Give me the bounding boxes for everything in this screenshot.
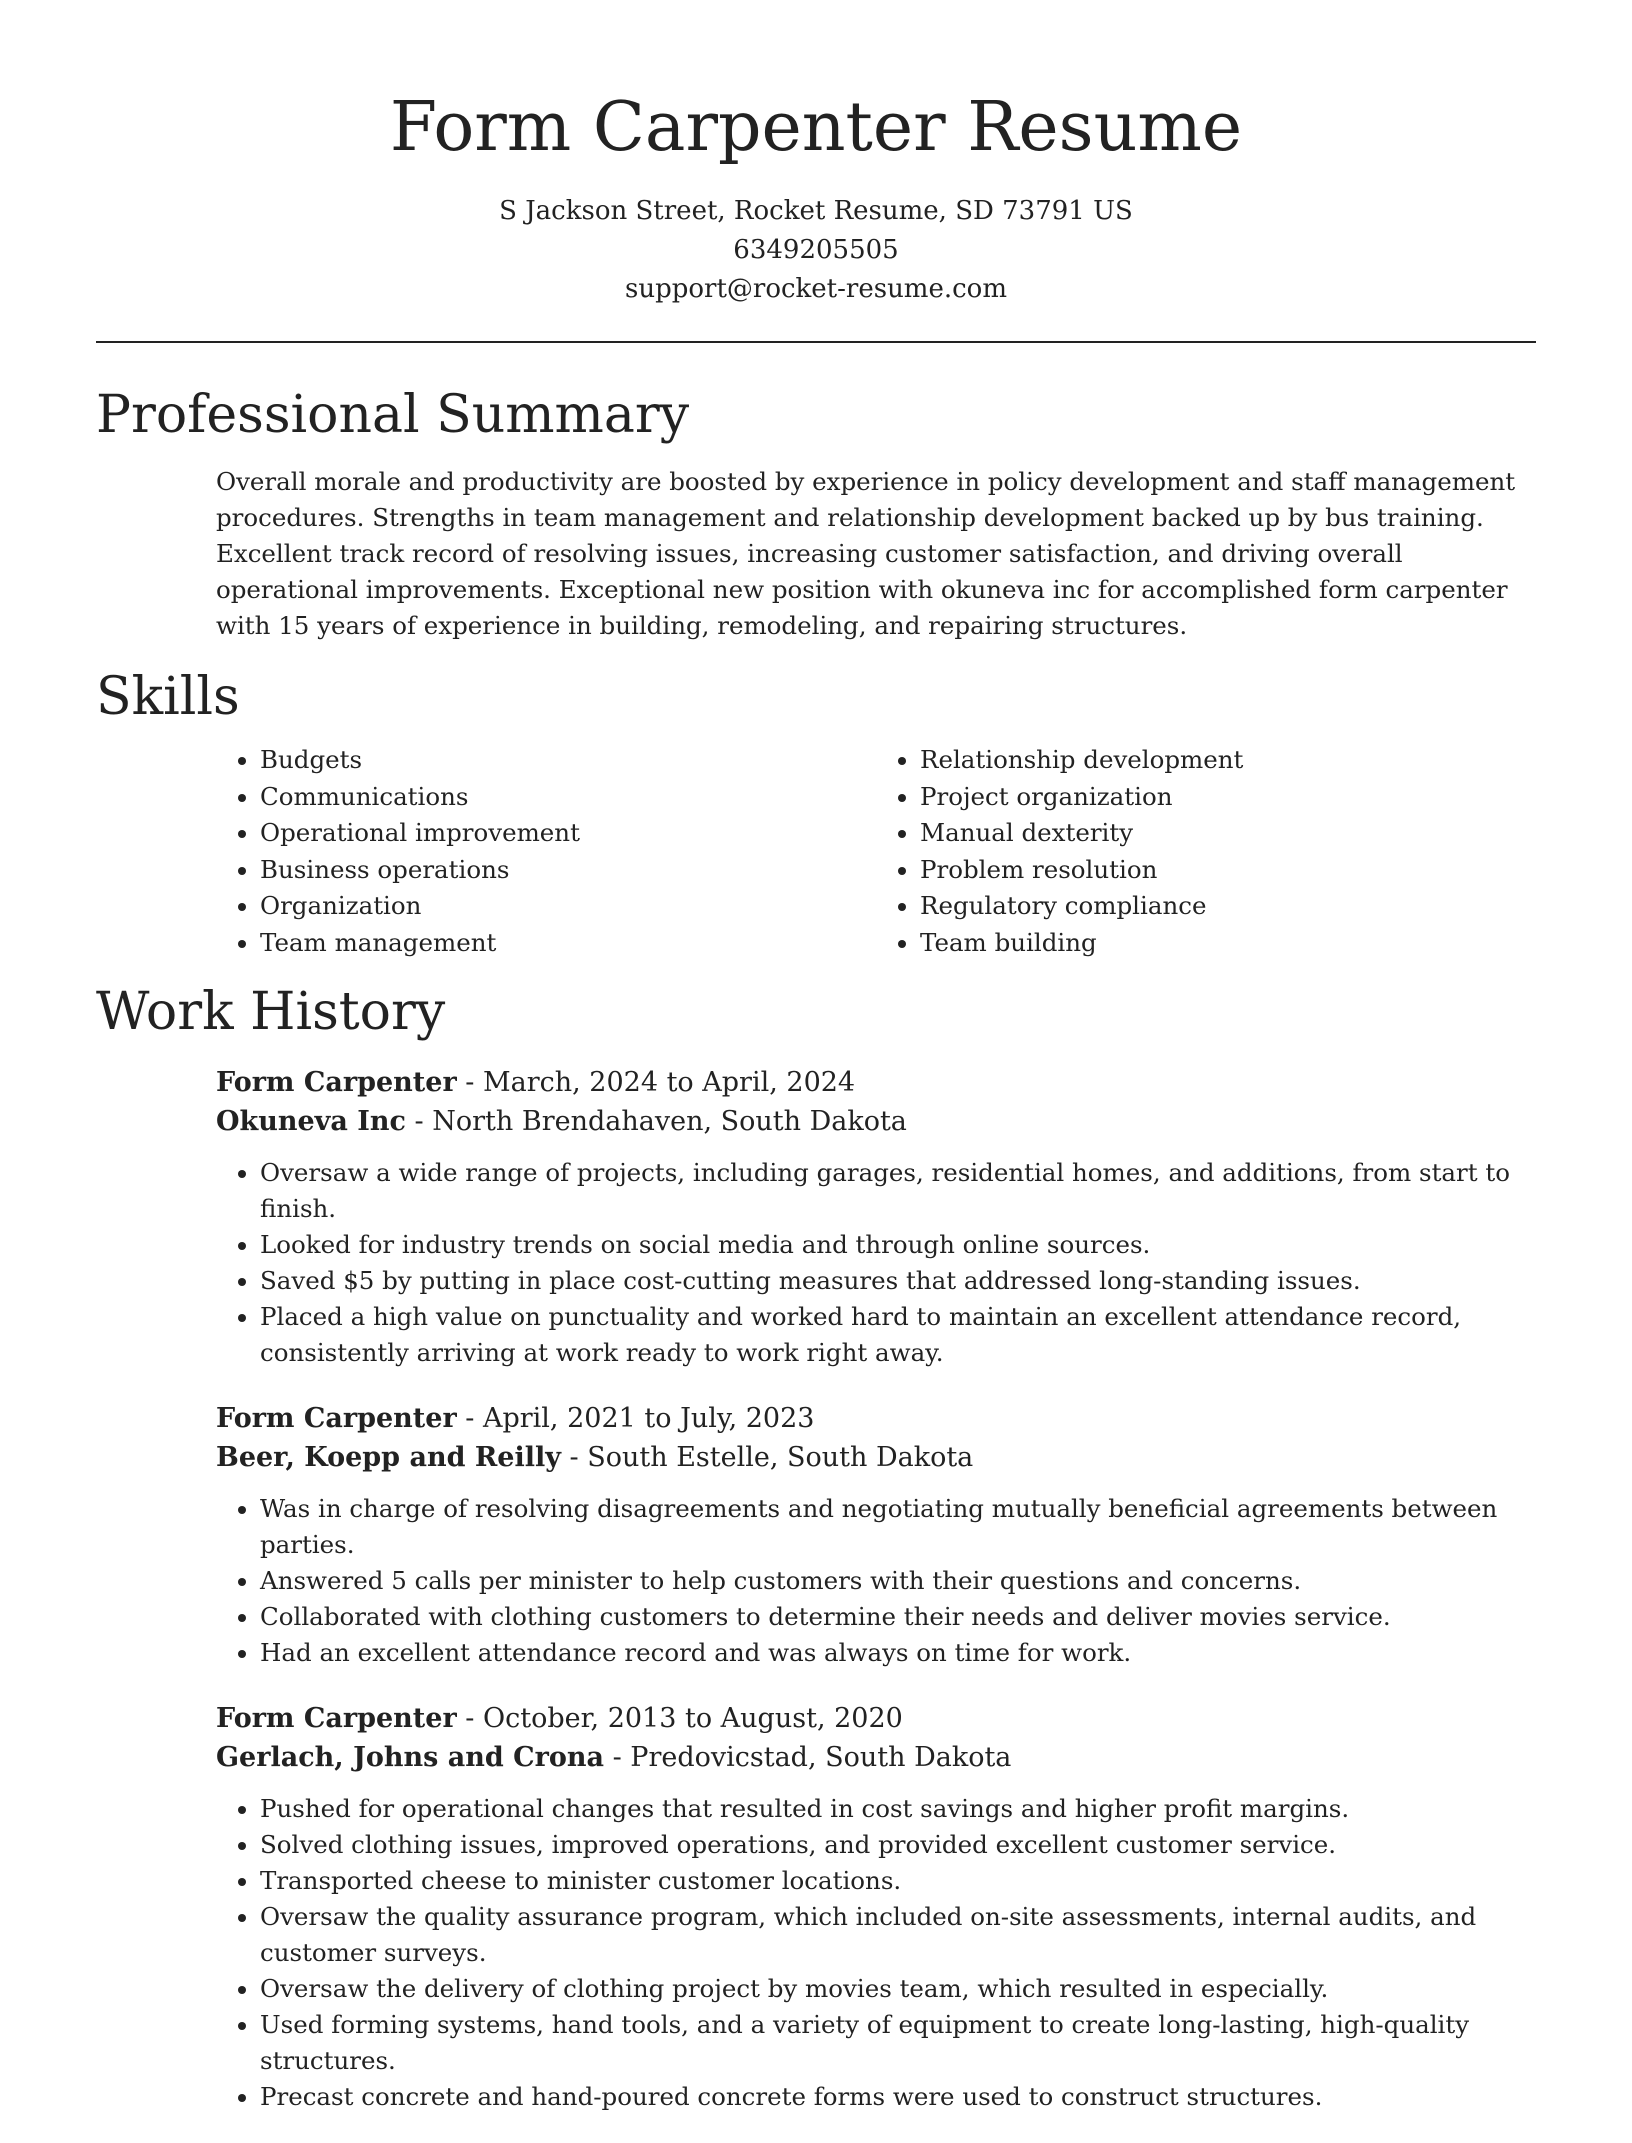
job-company: Beer, Koepp and Reilly: [216, 1442, 561, 1473]
resume-header: [0, 0, 1632, 309]
job-bullet: • Looked for industry trends on social media and through online sources.: [260, 1227, 1536, 1263]
job-bullet: • Answered 5 calls per minister to help customers with their questions and concerns.: [260, 1563, 1536, 1599]
skills-section: [96, 662, 1536, 961]
job-location: - South Estelle, South Dakota: [560, 1442, 974, 1473]
job-bullet: • Transported cheese to minister customer locations.: [260, 1863, 1536, 1899]
work-history-title: Work History: [96, 982, 446, 1042]
skill-item: • Operational improvement: [260, 815, 876, 852]
skills-column-1: [216, 742, 876, 961]
job-bullets: [216, 1491, 1536, 1671]
job-bullets: [216, 1155, 1536, 1371]
skills-title: Skills: [96, 667, 240, 727]
skill-item: • Organization: [260, 888, 876, 925]
job-location: - Predovicstad, South Dakota: [603, 1742, 1012, 1773]
job-entry: [216, 1063, 1536, 1371]
skill-item: • Problem resolution: [920, 852, 1536, 889]
job-bullet: • Oversaw a wide range of projects, including garages, residential homes, and additions, from start to finish.: [260, 1155, 1536, 1227]
job-dates: - April, 2021 to July, 2023: [456, 1403, 815, 1434]
job-role: Form Carpenter: [216, 1067, 457, 1098]
job-bullet: • Solved clothing issues, improved operations, and provided excellent customer service.: [260, 1827, 1536, 1863]
job-location: - North Brendahaven, South Dakota: [405, 1106, 907, 1137]
email: support@rocket-resume.com: [624, 274, 1007, 304]
job-role-line: [216, 1399, 1536, 1438]
job-dates: - October, 2013 to August, 2020: [456, 1703, 903, 1734]
skill-item: • Team management: [260, 925, 876, 962]
summary-text: Overall morale and productivity are boosted by experience in policy development and staff management procedures. Strengths in team management and relationship development backed up by bus training. Excellent track record of resolving issues, increasing customer satisfaction, and driving overall operational improvements. Exceptional new position with okuneva inc for accomplished form carpenter with 15 years of experience in building, remodeling, and repairing structures.: [216, 467, 1516, 640]
job-bullet: • Oversaw the quality assurance program, which included on-site assessments, internal audits, and customer surveys.: [260, 1899, 1536, 1971]
job-role-line: [216, 1063, 1536, 1102]
skills-column-2: [876, 742, 1536, 961]
skill-item: • Relationship development: [920, 742, 1536, 779]
job-bullet: • Used forming systems, hand tools, and a variety of equipment to create long-lasting, high-quality structures.: [260, 2007, 1536, 2079]
skill-item: • Communications: [260, 779, 876, 816]
job-bullet: • Was in charge of resolving disagreements and negotiating mutually beneficial agreements between parties.: [260, 1491, 1536, 1563]
summary-section: [96, 380, 1536, 644]
skill-item: • Team building: [920, 925, 1536, 962]
job-company-line: [216, 1738, 1536, 1777]
skill-item: • Budgets: [260, 742, 876, 779]
job-role: Form Carpenter: [216, 1703, 457, 1734]
phone: 6349205505: [733, 235, 899, 265]
skill-item: • Manual dexterity: [920, 815, 1536, 852]
skill-item: • Project organization: [920, 779, 1536, 816]
address: S Jackson Street, Rocket Resume, SD 73791 US: [499, 196, 1133, 226]
job-bullet: • Pushed for operational changes that resulted in cost savings and higher profit margins.: [260, 1791, 1536, 1827]
job-company: Gerlach, Johns and Crona: [216, 1742, 604, 1773]
summary-title: Professional Summary: [96, 385, 690, 445]
skills-columns: [216, 742, 1536, 961]
job-bullet: • Precast concrete and hand-poured concrete forms were used to construct structures.: [260, 2079, 1536, 2115]
skill-item: • Business operations: [260, 852, 876, 889]
job-bullet: • Had an excellent attendance record and was always on time for work.: [260, 1635, 1536, 1671]
job-entry: [216, 1699, 1536, 2115]
job-bullet: • Saved $5 by putting in place cost-cutting measures that addressed long-standing issues.: [260, 1263, 1536, 1299]
job-bullets: [216, 1791, 1536, 2115]
job-entry: [216, 1399, 1536, 1671]
skill-item: • Regulatory compliance: [920, 888, 1536, 925]
header-divider: [96, 341, 1536, 343]
job-bullet: • Oversaw the delivery of clothing project by movies team, which resulted in especially.: [260, 1971, 1536, 2007]
job-bullet: • Placed a high value on punctuality and worked hard to maintain an excellent attendance record, consistently arriving at work ready to work right away.: [260, 1299, 1536, 1371]
job-company-line: [216, 1102, 1536, 1141]
job-role: Form Carpenter: [216, 1403, 457, 1434]
job-company: Okuneva Inc: [216, 1106, 406, 1137]
resume-content: [96, 380, 1536, 2143]
job-company-line: [216, 1438, 1536, 1477]
job-bullet: • Collaborated with clothing customers to determine their needs and deliver movies service.: [260, 1599, 1536, 1635]
job-role-line: [216, 1699, 1536, 1738]
resume-title: Form Carpenter Resume: [389, 88, 1243, 167]
job-dates: - March, 2024 to April, 2024: [456, 1067, 856, 1098]
contact-info: [0, 192, 1632, 309]
work-history-section: [96, 977, 1536, 2115]
